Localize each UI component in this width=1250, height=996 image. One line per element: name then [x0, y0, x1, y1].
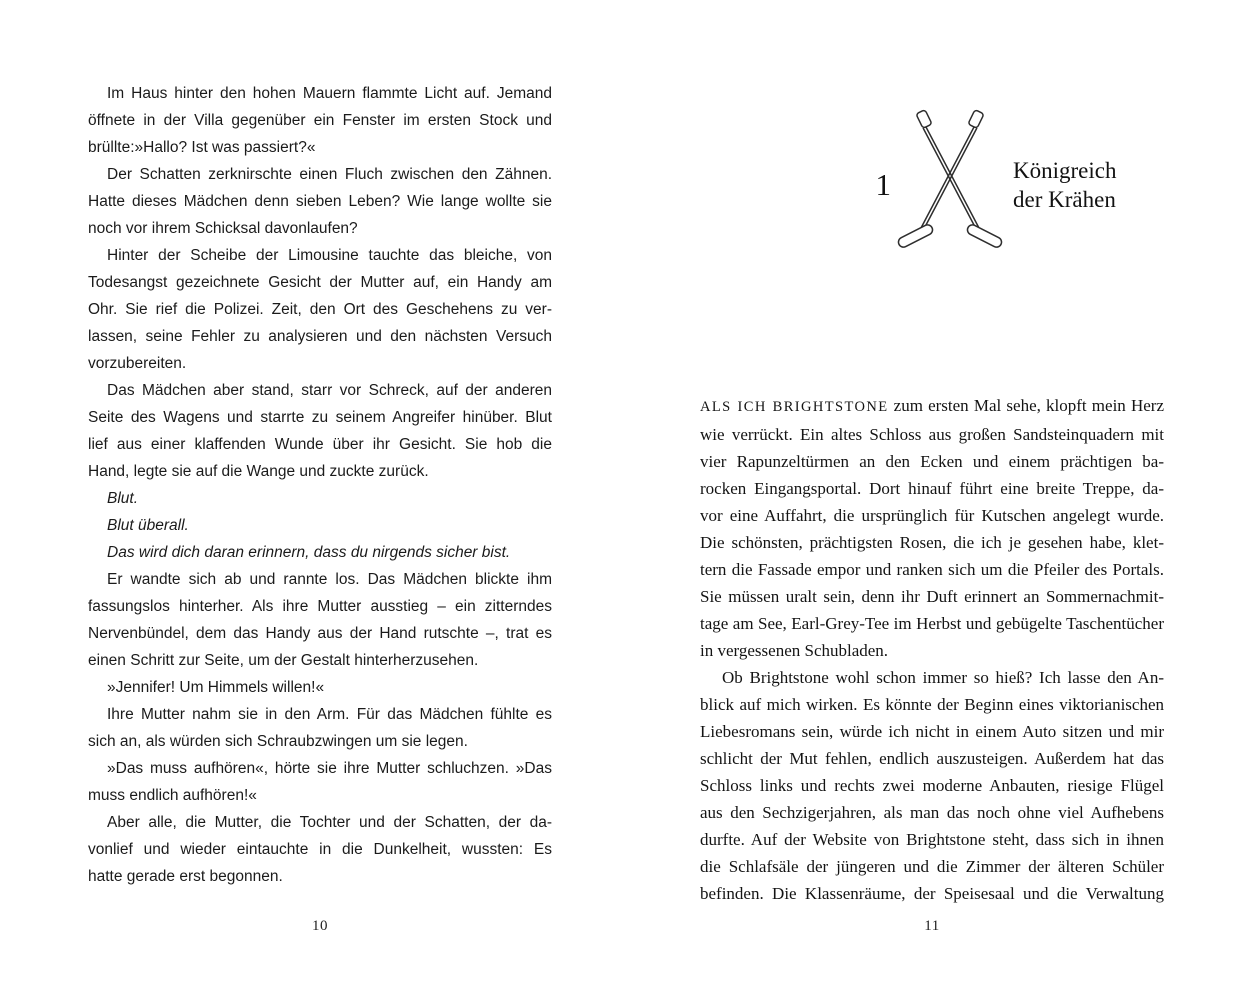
text-line: Ohr. Sie rief die Polizei. Zeit, den Ort des Geschehens zu ver-	[88, 301, 552, 318]
text-line: Hatte dieses Mädchen denn sieben Leben? Wie lange wollte sie	[88, 193, 552, 210]
text-line: in vergessenen Schubladen.	[700, 641, 889, 660]
text-line: öffnete in der Villa gegenüber ein Fenster im ersten Stock und	[88, 112, 552, 129]
text-line: wie verrückt. Ein altes Schloss aus großen Sandsteinquadern mit	[700, 425, 1164, 444]
text-line: Im Haus hinter den hohen Mauern flammte Licht auf. Jemand	[107, 85, 552, 102]
text-line: Hand, legte sie auf die Wange und zuckte zurück.	[88, 463, 429, 480]
paragraph	[700, 392, 1164, 664]
text-line: hatte gerade erst begonnen.	[88, 868, 283, 885]
text-line: lassen, seine Fehler zu analysieren und den nächsten Versuch	[88, 328, 552, 345]
chapter-title-line-1: Königreich	[1013, 158, 1117, 183]
paragraph	[88, 755, 552, 809]
text-line: Aber alle, die Mutter, die Tochter und der Schatten, der da-	[107, 814, 552, 831]
text-line: »Jennifer! Um Himmels willen!«	[107, 679, 325, 696]
paragraph	[700, 664, 1164, 907]
text-line: die Schlafsäle der jüngeren und die Zimmer der älteren Schüler	[700, 857, 1164, 876]
text-line: tern die Fassade empor und ranken sich um die Pfeiler des Portals.	[700, 560, 1164, 579]
text-line: Das Mädchen aber stand, starr vor Schreck, auf der anderen	[107, 382, 552, 399]
text-line: aus den Sechzigerjahren, als man das noch ohne viel Aufhebens	[700, 803, 1164, 822]
text-line: ALS ICH BRIGHTSTONE zum ersten Mal sehe, klopft mein Herz	[700, 396, 1164, 415]
text-line: Nervenbündel, dem das Handy aus der Hand rutschte –, trat es	[88, 625, 552, 642]
text-line: Der Schatten zerknirschte einen Fluch zwischen den Zähnen.	[107, 166, 552, 183]
text-line: sich an, als würden sich Schraubzwingen um sie legen.	[88, 733, 468, 750]
text-line: muss endlich aufhören!«	[88, 787, 257, 804]
text-line: noch vor ihrem Schicksal davonlaufen?	[88, 220, 358, 237]
text-line: Ihre Mutter nahm sie in den Arm. Für das Mädchen fühlte es	[107, 706, 552, 723]
text-line: brüllte:»Hallo? Ist was passiert?«	[88, 139, 316, 156]
paragraph	[88, 674, 552, 701]
page-number-left: 10	[312, 918, 328, 934]
chapter-opening-caps: ALS ICH BRIGHTSTONE	[700, 399, 889, 415]
text-line: Ob Brightstone wohl schon immer so hieß? Ich lasse den An-	[722, 668, 1164, 687]
paragraph	[88, 242, 552, 377]
text-line: schlicht der Mut fehlen, endlich auszusteigen. Außerdem hat das	[700, 749, 1164, 768]
text-line: durfte. Auf der Website von Brightstone steht, dass sich in ihnen	[700, 830, 1164, 849]
page-number-right: 11	[924, 918, 940, 934]
text-line: Die schönsten, prächtigsten Rosen, die ich je gesehen habe, klet-	[700, 533, 1164, 552]
chapter-number: 1	[875, 167, 892, 202]
text-line: einen Schritt zur Seite, um der Gestalt hinterherzusehen.	[88, 652, 479, 669]
paragraph	[88, 539, 552, 566]
text-line: Das wird dich daran erinnern, dass du nirgends sicher bist.	[107, 544, 511, 561]
right-page	[625, 0, 1250, 996]
text-line: Liebesromans sein, würde ich nicht in einem Auto sitzen und mir	[700, 722, 1164, 741]
paragraph	[88, 485, 552, 512]
text-line: Er wandte sich ab und rannte los. Das Mädchen blickte ihm	[107, 571, 552, 588]
text-line: Blut überall.	[107, 517, 189, 534]
paragraph	[88, 809, 552, 890]
text-line: befinden. Die Klassenräume, der Speisesaal und die Verwaltung	[700, 884, 1164, 903]
paragraph	[88, 161, 552, 242]
text-line: fassungslos hinterher. Als ihre Mutter ausstieg – ein zitterndes	[88, 598, 552, 615]
text-line: Seite des Wagens und starrte zu seinem Angreifer hinüber. Blut	[88, 409, 552, 426]
crossed-polo-mallets-icon	[875, 106, 1025, 264]
paragraph	[88, 377, 552, 485]
text-line: vor eine Auffahrt, die ursprünglich für Kutschen angelegt wurde.	[700, 506, 1164, 525]
text-line: blick auf mich wirken. Es könnte der Beginn eines viktorianischen	[700, 695, 1164, 714]
paragraph	[88, 512, 552, 539]
left-page-text	[88, 80, 552, 890]
chapter-title	[1013, 156, 1116, 214]
text-line: vier Rapunzeltürmen an den Ecken und einem prächtigen ba-	[700, 452, 1164, 471]
text-line: rocken Eingangsportal. Dort hinauf führt eine breite Treppe, da-	[700, 479, 1164, 498]
text-line: lief aus einer klaffenden Wunde über ihr Gesicht. Sie hob die	[88, 436, 552, 453]
text-line: Schloss links und rechts zwei moderne Anbauten, riesige Flügel	[700, 776, 1164, 795]
text-line: Sie müssen uralt sein, denn ihr Duft erinnert an Sommernachmit-	[700, 587, 1164, 606]
paragraph	[88, 80, 552, 161]
text-line: Hinter der Scheibe der Limousine tauchte das bleiche, von	[107, 247, 552, 264]
paragraph	[88, 566, 552, 674]
text-line: Todesangst gezeichnete Gesicht der Mutter auf, ein Handy am	[88, 274, 552, 291]
text-line: vorzubereiten.	[88, 355, 187, 372]
text-line: »Das muss aufhören«, hörte sie ihre Mutter schluchzen. »Das	[107, 760, 552, 777]
chapter-title-line-2: der Krähen	[1013, 187, 1116, 212]
text-line: Blut.	[107, 490, 139, 507]
chapter-header	[764, 90, 1228, 280]
text-line: tage am See, Earl-Grey-Tee im Herbst und gebügelte Taschentücher	[700, 614, 1164, 633]
right-page-text	[700, 392, 1164, 907]
paragraph	[88, 701, 552, 755]
text-line: vonlief und wieder eintauchte in die Dunkelheit, wussten: Es	[88, 841, 552, 858]
